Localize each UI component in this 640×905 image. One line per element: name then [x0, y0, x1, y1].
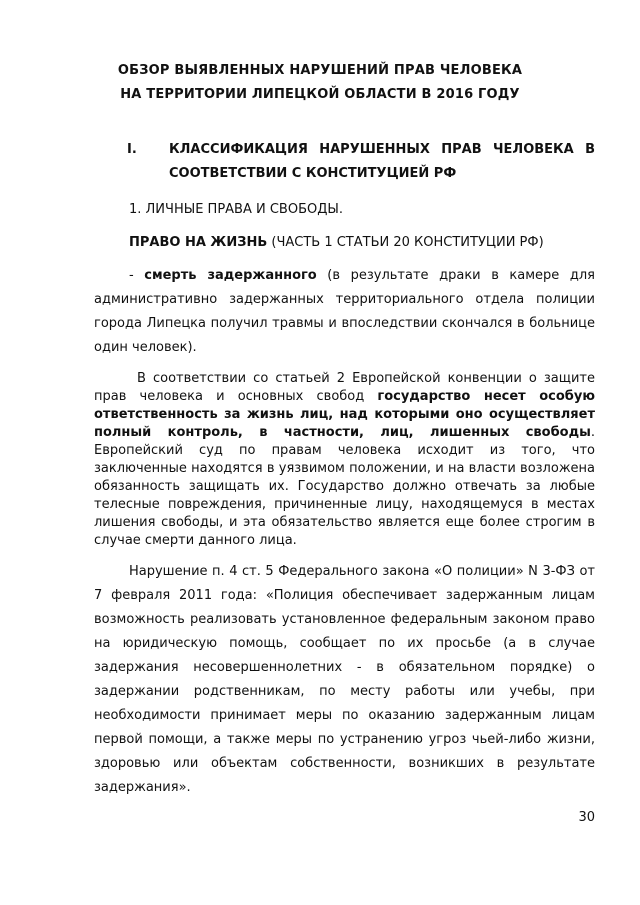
section-heading — [169, 138, 595, 186]
section-number: I. — [127, 142, 137, 157]
page-number: 30 — [578, 810, 595, 825]
para2-rest: . Европейский суд по правам человека исходит из того, что заключенные находятся в уязвимом положении, и на власти возложена обязанность защищать их. Государство должно отвечать за любые телесные повреждения, причиненные лицу, находящемуся в местах лишения свободы, и эта обязательство является еще более строгим в случае смерти данного лица. — [94, 425, 595, 548]
document-title — [0, 59, 640, 107]
paragraph-european-convention — [94, 370, 595, 550]
right-heading-bold: ПРАВО НА ЖИЗНЬ — [129, 235, 268, 250]
para1-bold: смерть задержанного — [144, 268, 317, 283]
para2-start: В соответствии со статьей 2 Европейской конвенции о защите прав человека и основных свобод — [94, 371, 595, 404]
para2-bold: государство несет особую ответственность за жизнь лиц, над которыми оно осуществляет полный контроль, в частности, лиц, лишенных свободы — [94, 389, 595, 440]
paragraph-police-law-violation — [94, 560, 595, 800]
section-heading-line-2: СООТВЕТСТВИИ С КОНСТИТУЦИЕЙ РФ — [169, 166, 457, 181]
title-line-2: НА ТЕРРИТОРИИ ЛИПЕЦКОЙ ОБЛАСТИ В 2016 ГОДУ — [120, 87, 520, 102]
paragraph-death-of-detainee — [94, 264, 595, 360]
right-heading-normal: (ЧАСТЬ 1 СТАТЬИ 20 КОНСТИТУЦИИ РФ) — [267, 235, 544, 250]
para1-rest: (в результате драки в камере для административно задержанных территориального отдела полиции города Липецка получил травмы и впоследствии скончался в больнице один человек). — [94, 268, 595, 355]
subsection-heading: 1. ЛИЧНЫЕ ПРАВА И СВОБОДЫ. — [129, 202, 343, 217]
title-line-1: ОБЗОР ВЫЯВЛЕННЫХ НАРУШЕНИЙ ПРАВ ЧЕЛОВЕКА — [117, 63, 523, 78]
right-heading — [129, 231, 544, 255]
para1-dash: - — [129, 268, 145, 283]
section-heading-line-1: КЛАССИФИКАЦИЯ НАРУШЕННЫХ ПРАВ ЧЕЛОВЕКА В — [169, 142, 595, 157]
para3-text: Нарушение п. 4 ст. 5 Федерального закона «О полиции» N 3-ФЗ от 7 февраля 2011 года: «Полиция обеспечивает задержанным лицам возможность реализовать установленное федеральным законом право на юридическую помощь, сообщает по их просьбе (а в случае задержания несовершеннолетних - в обязательном порядке) о задержании родственникам, по месту работы или учебы, при необходимости принимает меры по оказанию задержанным лицам первой помощи, а также меры по устранению угроз чьей-либо жизни, здоровью или объектам собственности, возникших в результате задержания». — [94, 564, 595, 795]
